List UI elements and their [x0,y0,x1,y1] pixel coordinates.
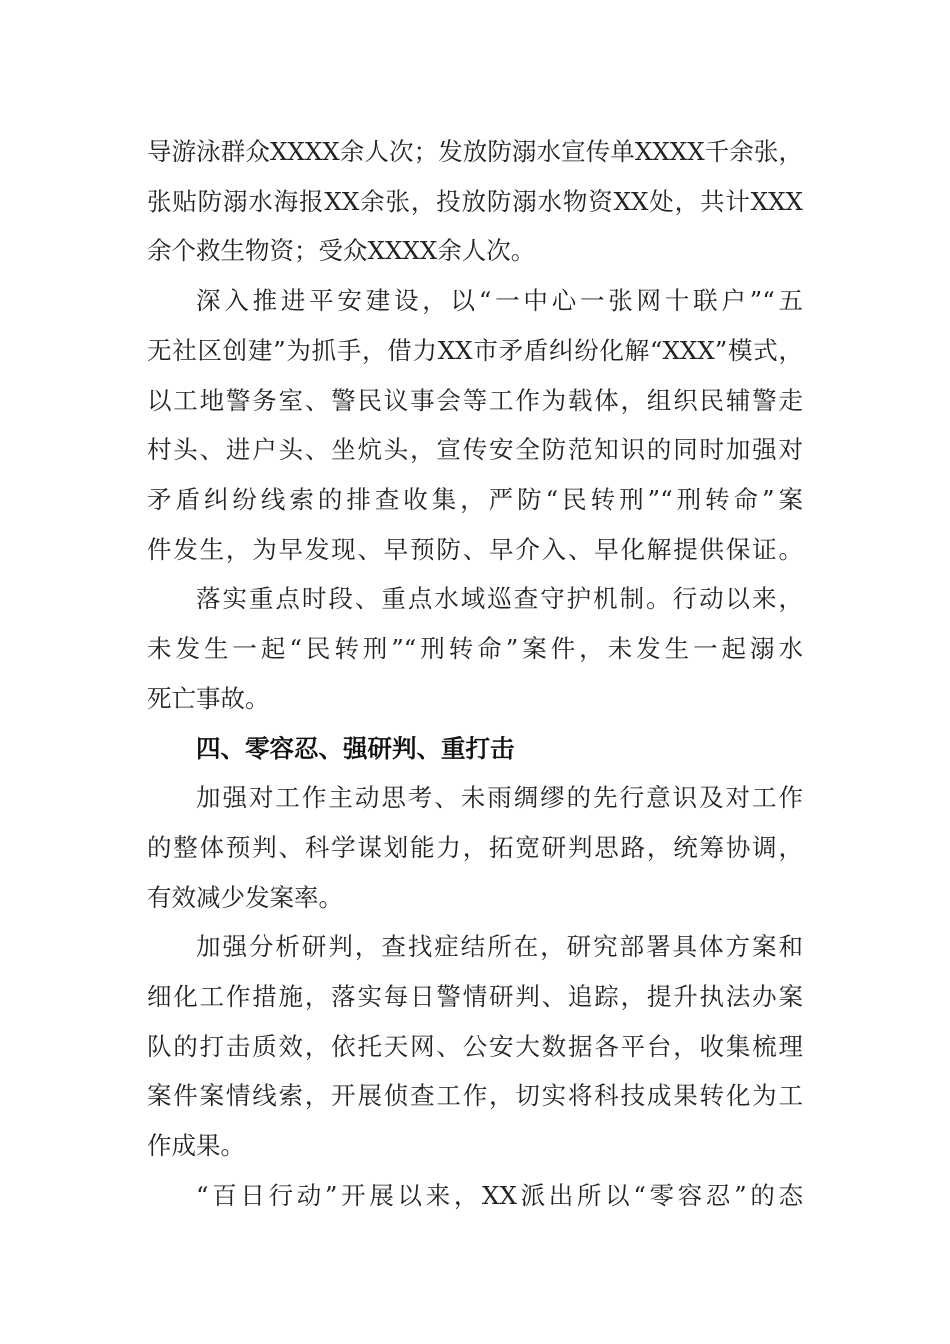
text-line: 案件案情线索，开展侦查工作，切实将科技成果转化为工 [147,1081,803,1110]
paragraph-first-line: 加强分析研判，查找症结所在，研究部署具体方案和 [196,932,803,961]
text-line: 死亡事故。 [147,684,270,713]
paragraph-first-line: 深入推进平安建设，以“一中心一张网十联户”“五 [196,286,803,315]
text-line: 无社区创建”为抓手，借力XX市矛盾纠纷化解“XXX”模式， [147,336,803,365]
paragraph-first-line: “百日行动”开展以来，XX派出所以“零容忍”的态 [196,1181,803,1210]
section-heading: 四、零容忍、强研判、重打击 [196,734,515,763]
text-line: 队的打击质效，依托天网、公安大数据各平台，收集梳理 [147,1032,803,1061]
text-line: 以工地警务室、警民议事会等工作为载体，组织民辅警走 [147,386,803,415]
paragraph-first-line: 落实重点时段、重点水域巡查守护机制。行动以来， [196,584,803,613]
text-line: 有效减少发案率。 [147,883,343,912]
text-line: 村头、进户头、坐炕头，宣传安全防范知识的同时加强对 [147,435,803,464]
paragraph-first-line: 加强对工作主动思考、未雨绸缪的先行意识及对工作 [196,783,803,812]
text-line: 余个救生物资；受众XXXX余人次。 [147,236,536,265]
text-line: 的整体预判、科学谋划能力，拓宽研判思路，统筹协调， [147,833,803,862]
text-line: 矛盾纠纷线索的排查收集，严防“民转刑”“刑转命”案 [147,485,803,514]
text-line: 细化工作措施，落实每日警情研判、追踪，提升执法办案 [147,982,803,1011]
text-line: 作成果。 [147,1131,245,1160]
text-line: 件发生，为早发现、早预防、早介入、早化解提供保证。 [147,535,803,564]
text-line: 未发生一起“民转刑”“刑转命”案件，未发生一起溺水 [147,634,803,663]
text-line: 导游泳群众XXXX余人次；发放防溺水宣传单XXXX千余张， [147,137,803,166]
text-line: 张贴防溺水海报XX余张，投放防溺水物资XX处，共计XXX [147,187,803,216]
